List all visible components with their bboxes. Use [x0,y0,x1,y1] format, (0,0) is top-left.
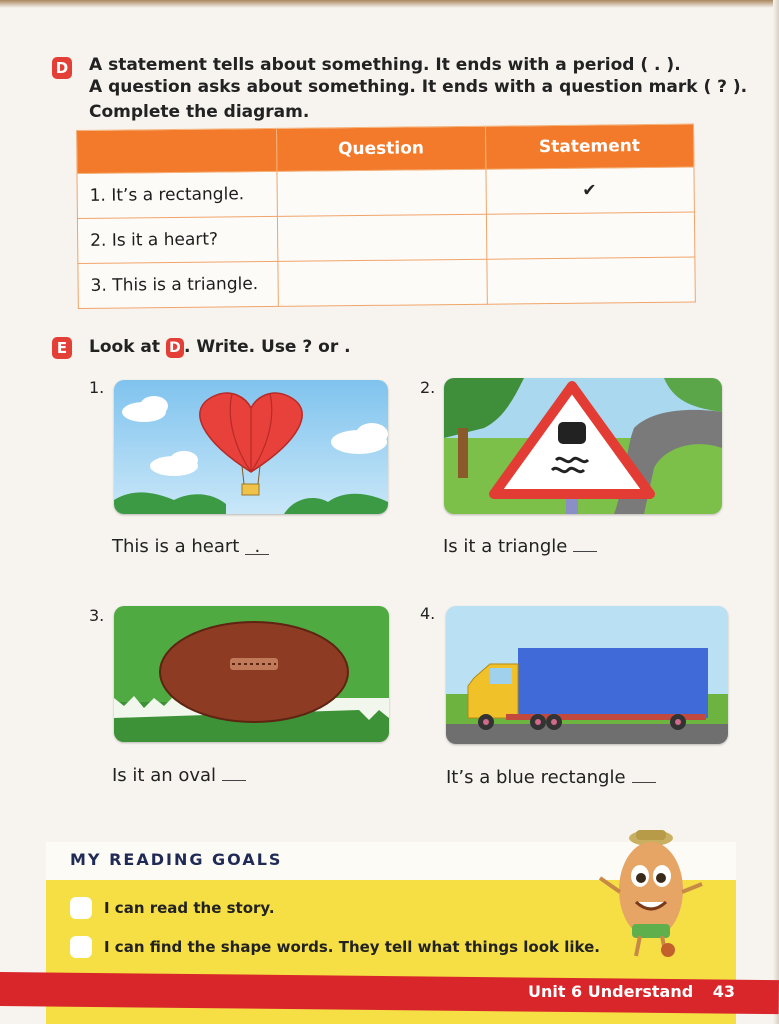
item-2-caption [443,536,597,557]
statement-cell[interactable] [486,257,695,304]
table-header-blank [77,128,278,173]
item-1-answer-blank[interactable]: . [245,540,269,555]
item-3-caption-text: Is it an oval [112,765,217,786]
item-4-number: 4. [420,604,436,623]
item-3-number: 3. [89,606,105,625]
item-2-number: 2. [420,378,436,397]
section-e-instruction [89,337,351,358]
goal-2-checkbox[interactable] [70,936,92,958]
potato-mascot-illustration [596,828,706,963]
section-d-line-2: A question asks about something. It ends with a question mark ( ? ). [89,77,748,97]
item-4-answer-blank[interactable] [632,768,656,783]
page-right-edge [773,0,779,1024]
sentence-cell: 2. Is it a heart? [77,216,278,263]
page-top-edge [0,0,779,8]
table-header-question: Question [277,126,486,171]
statement-cell[interactable]: ✔ [485,167,694,214]
item-1-caption-text: This is a heart [112,536,240,557]
item-4-caption [446,767,656,788]
goal-1-text: I can read the story. [104,899,275,917]
sentence-cell: 3. This is a triangle. [78,261,279,308]
question-cell[interactable] [277,214,486,261]
table-row [77,167,694,218]
item-3-caption [112,765,246,786]
footer-label [528,982,735,1001]
diagram-table [76,124,696,309]
item-2-caption-text: Is it a triangle [443,536,568,557]
triangle-road-sign-picture [444,378,722,514]
page-number: 43 [712,982,735,1001]
footer-section: Understand [587,982,694,1001]
table-header-row [77,124,694,173]
section-d-line-3: Complete the diagram. [89,102,310,122]
item-2-answer-blank[interactable] [573,537,597,552]
table-header-statement: Statement [485,124,694,169]
section-e-text-after: . Write. Use ? or . [183,337,351,357]
footer-unit: Unit 6 [527,982,583,1001]
statement-cell[interactable] [486,212,695,259]
heart-balloon-picture [114,380,388,514]
table-row [78,257,695,308]
table-row [77,212,694,263]
section-e-text-before: Look at [89,337,166,357]
question-cell[interactable] [278,259,487,306]
item-4-caption-text: It’s a blue rectangle [446,767,626,788]
blue-truck-picture [446,606,728,744]
goal-1-checkbox[interactable] [70,897,92,919]
item-3-answer-blank[interactable] [222,766,246,781]
sentence-cell: 1. It’s a rectangle. [77,171,278,218]
item-1-number: 1. [89,378,105,397]
inline-d-badge: D [166,338,184,358]
goal-2-text: I can find the shape words. They tell what things look like. [104,938,600,956]
goals-title: MY READING GOALS [70,850,283,869]
section-d-badge: D [52,57,72,79]
section-e-badge: E [52,337,72,359]
item-1-caption [112,536,269,557]
section-d-line-1: A statement tells about something. It ends with a period ( . ). [89,55,681,75]
question-cell[interactable] [277,169,486,216]
oval-ball-picture [114,606,389,742]
